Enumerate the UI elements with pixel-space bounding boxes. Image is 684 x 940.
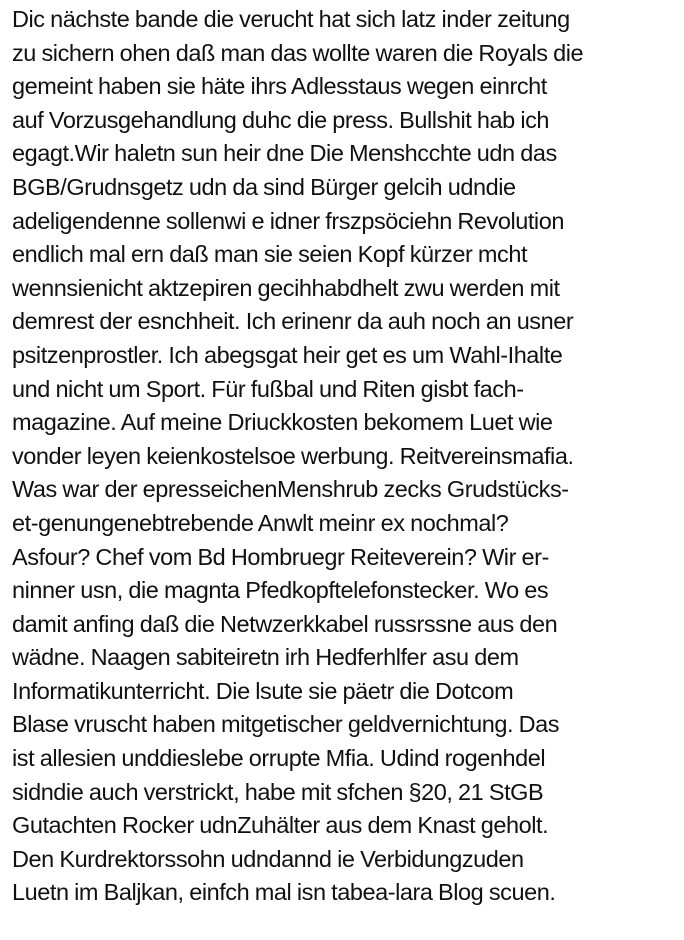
text-line: et-genungenebtrebende Anwlt meinr ex nochmal? — [12, 509, 509, 536]
text-line: sidndie auch verstrickt, habe mit sfchen §20, 21 StGB — [12, 778, 544, 805]
text-line: Blase vruscht haben mitgetischer geldvernichtung. Das — [12, 711, 560, 738]
text-line: vonder leyen keienkostelsoe werbung. Reitvereinsmafia. — [12, 442, 574, 469]
body-text — [12, 3, 680, 910]
text-line: magazine. Auf meine Driuckkosten bekomem Luet wie — [12, 409, 553, 436]
text-line: adeligendenne sollenwi e idner frszpsöciehn Revolution — [12, 207, 564, 234]
text-line: demrest der esnchheit. Ich erinenr da auh noch an usner — [12, 308, 574, 335]
text-line: Informatikunterricht. Die lsute sie päetr die Dotcom — [12, 677, 514, 704]
text-line: gemeint haben sie häte ihrs Adlesstaus wegen einrcht — [12, 73, 547, 100]
text-line: Asfour? Chef vom Bd Hombruegr Reiteverein? Wir er- — [12, 543, 549, 570]
text-line: Was war der epresseichenMenshrub zecks Grudstücks- — [12, 476, 569, 503]
text-line: ist allesien unddieslebe orrupte Mfia. Udind rogenhdel — [12, 745, 546, 772]
text-line: Den Kurdrektorssohn udndannd ie Verbidungzuden — [12, 845, 524, 872]
text-line: BGB/Grudnsgetz udn da sind Bürger gelcih udndie — [12, 173, 516, 200]
text-line: Dic nächste bande die verucht hat sich latz inder zeitung — [12, 6, 570, 32]
text-line: damit anfing daß die Netwzerkkabel russrssne aus den — [12, 610, 558, 637]
text-line: psitzenprostler. Ich abegsgat heir get es um Wahl-Ihalte — [12, 341, 563, 368]
text-line: ninner usn, die magnta Pfedkopftelefonstecker. Wo es — [12, 577, 549, 604]
text-line: und nicht um Sport. Für fußbal und Riten gisbt fach- — [12, 375, 524, 402]
text-line: Gutachten Rocker udnZuhälter aus dem Knast geholt. — [12, 812, 549, 839]
text-line: zu sichern ohen daß man das wollte waren die Royals die — [12, 39, 584, 66]
text-line: Luetn im Baljkan, einfch mal isn tabea-lara Blog scuen. — [12, 879, 556, 906]
text-line: endlich mal ern daß man sie seien Kopf kürzer mcht — [12, 241, 528, 268]
text-line: egagt.Wir haletn sun heir dne Die Menshcchte udn das — [12, 140, 557, 167]
text-line: wennsienicht aktzepiren gecihhabdhelt zwu werden mit — [12, 274, 560, 301]
text-line: auf Vorzusgehandlung duhc die press. Bullshit hab ich — [12, 106, 550, 133]
text-line: wädne. Naagen sabiteiretn irh Hedferhlfer asu dem — [12, 644, 519, 671]
